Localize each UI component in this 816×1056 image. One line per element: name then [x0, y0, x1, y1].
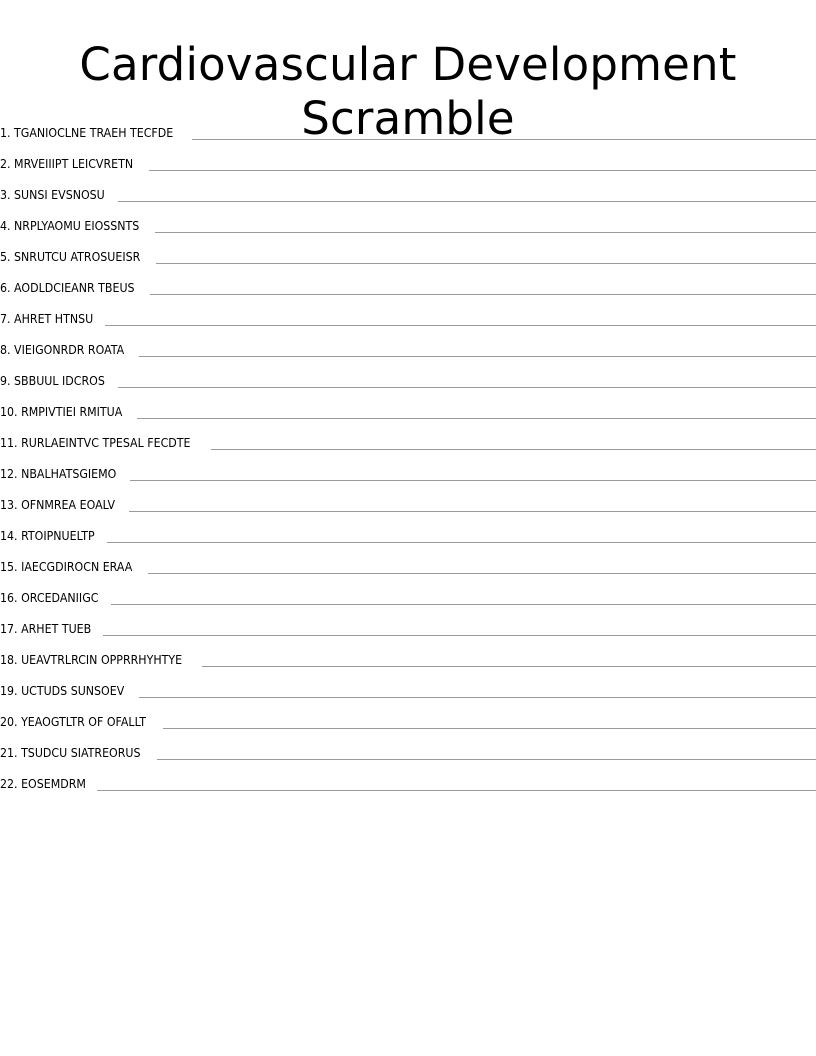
- scramble-item: [0, 421, 816, 452]
- answer-line[interactable]: [130, 468, 816, 481]
- answer-line[interactable]: [139, 344, 816, 357]
- scramble-item: [0, 483, 816, 514]
- answer-line[interactable]: [150, 282, 816, 295]
- scramble-item: [0, 235, 816, 266]
- page-title: Cardiovascular Development Scramble: [79, 38, 737, 145]
- scramble-item: [0, 359, 816, 390]
- scramble-item: [0, 545, 816, 576]
- scramble-word: 9. SBBUUL IDCROS: [0, 374, 105, 388]
- scramble-word: 18. UEAVTRLRCIN OPPRRHYHTYE: [0, 653, 183, 667]
- scramble-word: 10. RMPIVTIEI RMITUA: [0, 405, 123, 419]
- scramble-item: [0, 576, 816, 607]
- scramble-word: 22. EOSEMDRM: [0, 777, 86, 791]
- scramble-word: 16. ORCEDANIIGC: [0, 591, 99, 605]
- scramble-item: [0, 514, 816, 545]
- scramble-item: [0, 328, 816, 359]
- scramble-item: [0, 638, 816, 669]
- answer-line[interactable]: [118, 189, 816, 202]
- answer-line[interactable]: [163, 716, 816, 729]
- scramble-word: 7. AHRET HTNSU: [0, 312, 94, 326]
- scramble-item: [0, 700, 816, 731]
- scramble-item: [0, 731, 816, 762]
- answer-line[interactable]: [139, 685, 816, 698]
- answer-line[interactable]: [111, 592, 816, 605]
- scramble-word: 20. YEAOGTLTR OF OFALLT: [0, 715, 146, 729]
- scramble-item: [0, 142, 816, 173]
- scramble-word: 8. VIEIGONRDR ROATA: [0, 343, 125, 357]
- answer-line[interactable]: [105, 313, 816, 326]
- answer-line[interactable]: [157, 747, 816, 760]
- scramble-list: [0, 111, 816, 793]
- answer-line[interactable]: [137, 406, 816, 419]
- answer-line[interactable]: [156, 251, 816, 264]
- scramble-word: 19. UCTUDS SUNSOEV: [0, 684, 125, 698]
- answer-line[interactable]: [118, 375, 816, 388]
- scramble-item: [0, 111, 816, 142]
- scramble-word: 1. TGANIOCLNE TRAEH TECFDE: [0, 126, 174, 140]
- scramble-word: 15. IAECGDIROCN ERAA: [0, 560, 133, 574]
- scramble-word: 14. RTOIPNUELTP: [0, 529, 95, 543]
- answer-line[interactable]: [149, 158, 816, 171]
- scramble-item: [0, 204, 816, 235]
- answer-line[interactable]: [148, 561, 816, 574]
- answer-line[interactable]: [103, 623, 816, 636]
- scramble-word: 2. MRVEIIIPT LEICVRETN: [0, 157, 134, 171]
- answer-line[interactable]: [129, 499, 816, 512]
- scramble-item: [0, 297, 816, 328]
- scramble-word: 4. NRPLYAOMU EIOSSNTS: [0, 219, 140, 233]
- scramble-word: 5. SNRUTCU ATROSUEISR: [0, 250, 141, 264]
- answer-line[interactable]: [211, 437, 816, 450]
- scramble-word: 12. NBALHATSGIEMO: [0, 467, 117, 481]
- scramble-item: [0, 452, 816, 483]
- scramble-word: 21. TSUDCU SIATREORUS: [0, 746, 141, 760]
- scramble-item: [0, 390, 816, 421]
- answer-line[interactable]: [107, 530, 816, 543]
- scramble-word: 3. SUNSI EVSNOSU: [0, 188, 105, 202]
- answer-line[interactable]: [202, 654, 816, 667]
- answer-line[interactable]: [97, 778, 816, 791]
- scramble-item: [0, 669, 816, 700]
- scramble-item: [0, 607, 816, 638]
- answer-line[interactable]: [192, 127, 816, 140]
- scramble-item: [0, 266, 816, 297]
- scramble-word: 17. ARHET TUEB: [0, 622, 92, 636]
- scramble-word: 6. AODLDCIEANR TBEUS: [0, 281, 135, 295]
- scramble-item: [0, 762, 816, 793]
- scramble-word: 13. OFNMREA EOALV: [0, 498, 116, 512]
- scramble-word: 11. RURLAEINTVC TPESAL FECDTE: [0, 436, 191, 450]
- scramble-item: [0, 173, 816, 204]
- answer-line[interactable]: [155, 220, 816, 233]
